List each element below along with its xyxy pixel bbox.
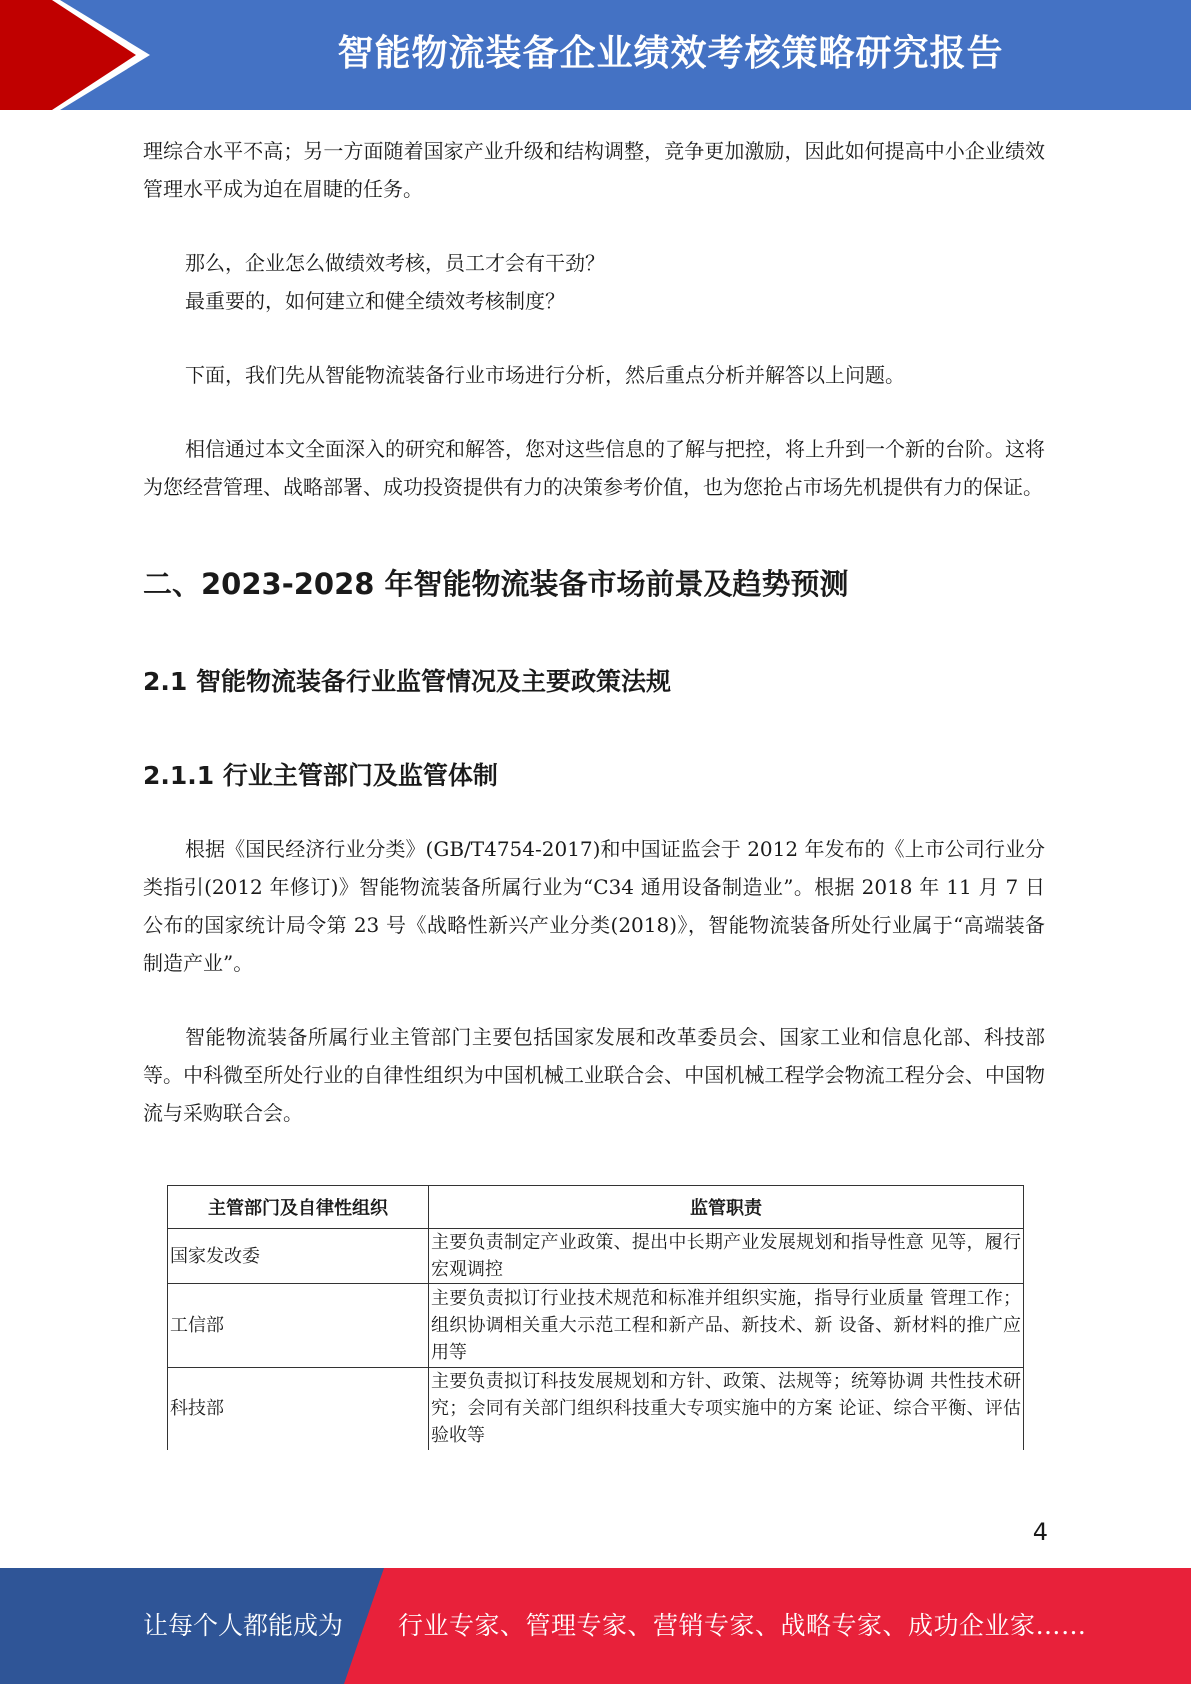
intro-question-1: 那么，企业怎么做绩效考核，员工才会有干劲？ [185,251,605,275]
section-paragraph-1: 根据《国民经济行业分类》(GB/T4754-2017)和中国证监会于 2012 年发布的《上市公司行业分类指引(2012 年修订)》智能物流装备所属行业为“C34 通用设备制造业”。根据 2018 年 11 月 7 日公布的国家统计局令第 23 号《战略性新兴产业分类(2018)》，智能物流装备所处行业属于“高端装备制造产业”。 [143,837,1045,975]
table-cell-duty: 主要负责制定产业政策、提出中长期产业发展规划和指导性意 见等，履行宏观调控 [429,1229,1024,1284]
table-row [168,1229,1024,1284]
table-header-org: 主管部门及自律性组织 [168,1186,429,1229]
table-cell-org: 科技部 [168,1368,429,1450]
intro-paragraph-2: 下面，我们先从智能物流装备行业市场进行分析，然后重点分析并解答以上问题。 [185,363,905,387]
subsubsection-heading: 2.1.1 行业主管部门及监管体制 [143,761,498,790]
page-header [0,0,1191,110]
section-paragraph-2: 智能物流装备所属行业主管部门主要包括国家发展和改革委员会、国家工业和信息化部、科技部等。中科微至所处行业的自律性组织为中国机械工业联合会、中国机械工程学会物流工程分会、中国物流与采购联合会。 [143,1025,1045,1125]
section-heading: 二、2023-2028 年智能物流装备市场前景及趋势预测 [143,567,849,601]
table-header-row [168,1186,1024,1229]
report-title: 智能物流装备企业绩效考核策略研究报告 [337,33,1004,74]
footer-slogan-left: 让每个人都能成为 [143,1611,344,1640]
header-chevron-icon [0,0,150,110]
document-body [143,132,1045,1132]
table-cell-duty: 主要负责拟订科技发展规划和方针、政策、法规等；统筹协调 共性技术研究；会同有关部门组织科技重大专项实施中的方案 论证、综合平衡、评估验收等 [429,1368,1024,1450]
regulatory-table [167,1185,1024,1450]
table-row [168,1368,1024,1450]
footer-slogan-right: 行业专家、管理专家、营销专家、战略专家、成功企业家…… [398,1611,1087,1640]
table-cell-org: 国家发改委 [168,1229,429,1284]
intro-paragraph-3: 相信通过本文全面深入的研究和解答，您对这些信息的了解与把控，将上升到一个新的台阶。这将为您经营管理、战略部署、成功投资提供有力的决策参考价值，也为您抢占市场先机提供有力的保证。 [143,437,1045,499]
intro-paragraph-1: 理综合水平不高；另一方面随着国家产业升级和结构调整，竞争更加激励，因此如何提高中小企业绩效管理水平成为迫在眉睫的任务。 [143,139,1045,201]
table-row [168,1284,1024,1368]
table-cell-duty: 主要负责拟订行业技术规范和标准并组织实施，指导行业质量 管理工作；组织协调相关重大示范工程和新产品、新技术、新 设备、新材料的推广应用等 [429,1284,1024,1368]
intro-question-2: 最重要的，如何建立和健全绩效考核制度？ [185,289,565,313]
table-cell-org: 工信部 [168,1284,429,1368]
page-number: 4 [1032,1518,1048,1546]
page-footer [0,1568,1191,1684]
subsection-heading: 2.1 智能物流装备行业监管情况及主要政策法规 [143,667,671,696]
table-header-duty: 监管职责 [429,1186,1024,1229]
